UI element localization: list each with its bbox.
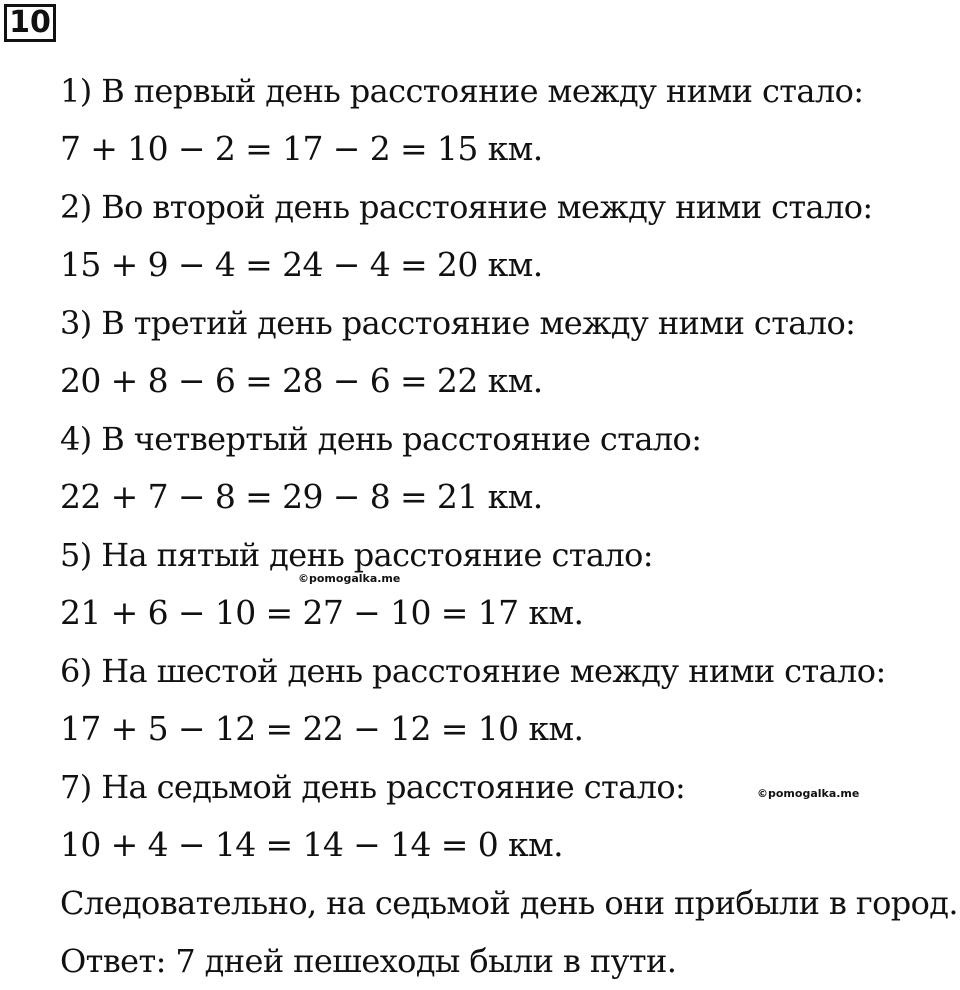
step-3-equation: 20 + 8 − 6 = 28 − 6 = 22 км.	[60, 361, 543, 400]
conclusion-text: Следовательно, на седьмой день они прибыли в город.	[60, 884, 958, 922]
step-6-text: 6) На шестой день расстояние между ними стало:	[60, 652, 886, 690]
step-2-equation: 15 + 9 − 4 = 24 − 4 = 20 км.	[60, 245, 543, 284]
step-7-equation: 10 + 4 − 14 = 14 − 14 = 0 км.	[60, 825, 563, 864]
step-6-equation: 17 + 5 − 12 = 22 − 12 = 10 км.	[60, 709, 584, 748]
step-7-text: 7) На седьмой день расстояние стало:	[60, 768, 686, 806]
step-1-equation: 7 + 10 − 2 = 17 − 2 = 15 км.	[60, 129, 543, 168]
solution-text	[60, 62, 958, 990]
step-3-text: 3) В третий день расстояние между ними стало:	[60, 304, 856, 342]
step-4-equation: 22 + 7 − 8 = 29 − 8 = 21 км.	[60, 477, 543, 516]
step-1-text: 1) В первый день расстояние между ними стало:	[60, 72, 864, 110]
answer-text: Ответ: 7 дней пешеходы были в пути.	[60, 942, 677, 980]
task-number: 10	[9, 5, 51, 40]
step-4-text: 4) В четвертый день расстояние стало:	[60, 420, 702, 458]
step-5-equation: 21 + 6 − 10 = 27 − 10 = 17 км.	[60, 593, 584, 632]
step-2-text: 2) Во второй день расстояние между ними стало:	[60, 188, 873, 226]
watermark: ©pomogalka.me	[757, 787, 860, 800]
watermark: ©pomogalka.me	[298, 572, 401, 585]
step-5-text: 5) На пятый день расстояние стало:	[60, 536, 653, 574]
task-number-box	[4, 4, 56, 42]
